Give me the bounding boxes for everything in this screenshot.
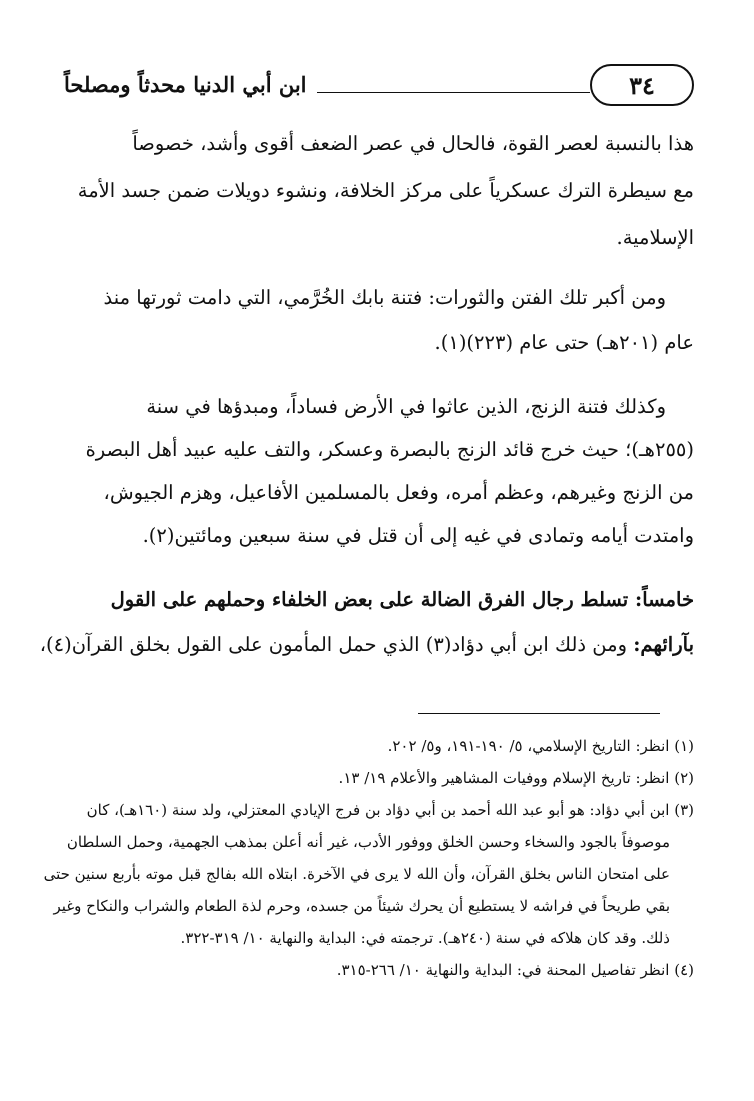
- footnotes: [43, 730, 694, 986]
- footnote-3-line: موصوفاً بالجود والسخاء وحسن الخلق ووفور الأدب، غير أنه أعلن بمذهب الجهمية، وحمل السلطان: [66, 833, 670, 851]
- text-line-rest: ومن ذلك ابن أبي دؤاد(٣) الذي حمل المأمون على القول بخلق القرآن(٤)،: [39, 633, 634, 656]
- footnote-3-line: ذلك. وقد كان هلاكه في سنة (٢٤٠هـ). ترجمته في: البداية والنهاية ١٠/ ٣١٩-٣٢٢.: [180, 929, 670, 947]
- footnote-4: (٤) انظر تفاصيل المحنة في: البداية والنهاية ١٠/ ٢٦٦-٣١٥.: [336, 961, 694, 979]
- paragraph-2: [62, 275, 694, 354]
- text-line: [39, 622, 694, 667]
- text-line: من الزنج وغيرهم، وعظم أمره، وفعل بالمسلمين الأفاعيل، وهزم الجيوش،: [103, 481, 694, 504]
- text-line: وكذلك فتنة الزنج، الذين عاثوا في الأرض فساداً، ومبدؤها في سنة: [146, 395, 666, 418]
- paragraph-4: [39, 577, 694, 657]
- text-line: الإسلامية.: [616, 226, 694, 249]
- footnote-3-line: بقي طريحاً في فراشه لا يستطيع أن يحرك شيئاً من جسده، وحرم لذة الطعام والشراب والنكاح وغير: [53, 897, 670, 915]
- running-title: ابن أبي الدنيا محدثاً ومصلحاً: [62, 70, 317, 100]
- bold-lead-word: بآرائهم:: [633, 633, 694, 656]
- paragraph-3: [62, 385, 694, 565]
- footnote-3: (٣) ابن أبي دؤاد: هو أبو عبد الله أحمد بن أبي دؤاد بن فرج الإيادي المعتزلي، ولد سنة (١٦٠هـ)، كان: [86, 801, 694, 819]
- page-number: ٣٤: [590, 64, 694, 106]
- text-line: (٢٥٥هـ)؛ حيث خرج قائد الزنج بالبصرة وعسكر، والتف عليه عبيد أهل البصرة: [85, 438, 694, 461]
- text-line: عام (٢٠١هـ) حتى عام (٢٢٣)(١).: [434, 331, 694, 354]
- footnote-1: (١) انظر: التاريخ الإسلامي، ٥/ ١٩٠-١٩١، و٥/ ٢٠٢.: [387, 737, 694, 755]
- paragraph-1: [62, 120, 694, 260]
- footnote-3-line: على امتحان الناس بخلق القرآن، وأن الله لا يرى في الآخرة. ابتلاه الله بفالج قبل موته بأربع سنين حتى: [43, 865, 670, 883]
- text-line: وامتدت أيامه وتمادى في غيه إلى أن قتل في سنة سبعين ومائتين(٢).: [142, 524, 694, 547]
- footnote-separator: [418, 713, 660, 714]
- footnote-2: (٢) انظر: تاريخ الإسلام ووفيات المشاهير والأعلام ١٩/ ١٣.: [338, 769, 694, 787]
- text-line: هذا بالنسبة لعصر القوة، فالحال في عصر الضعف أقوى وأشد، خصوصاً: [132, 132, 694, 155]
- section-heading-line: خامساً: تسلط رجال الفرق الضالة على بعض الخلفاء وحملهم على القول: [110, 588, 694, 611]
- page-header: [62, 64, 694, 112]
- text-line: ومن أكبر تلك الفتن والثورات: فتنة بابك الخُرَّمي، التي دامت ثورتها منذ: [103, 286, 666, 309]
- text-line: مع سيطرة الترك عسكرياً على مركز الخلافة، ونشوء دويلات ضمن جسد الأمة: [77, 179, 694, 202]
